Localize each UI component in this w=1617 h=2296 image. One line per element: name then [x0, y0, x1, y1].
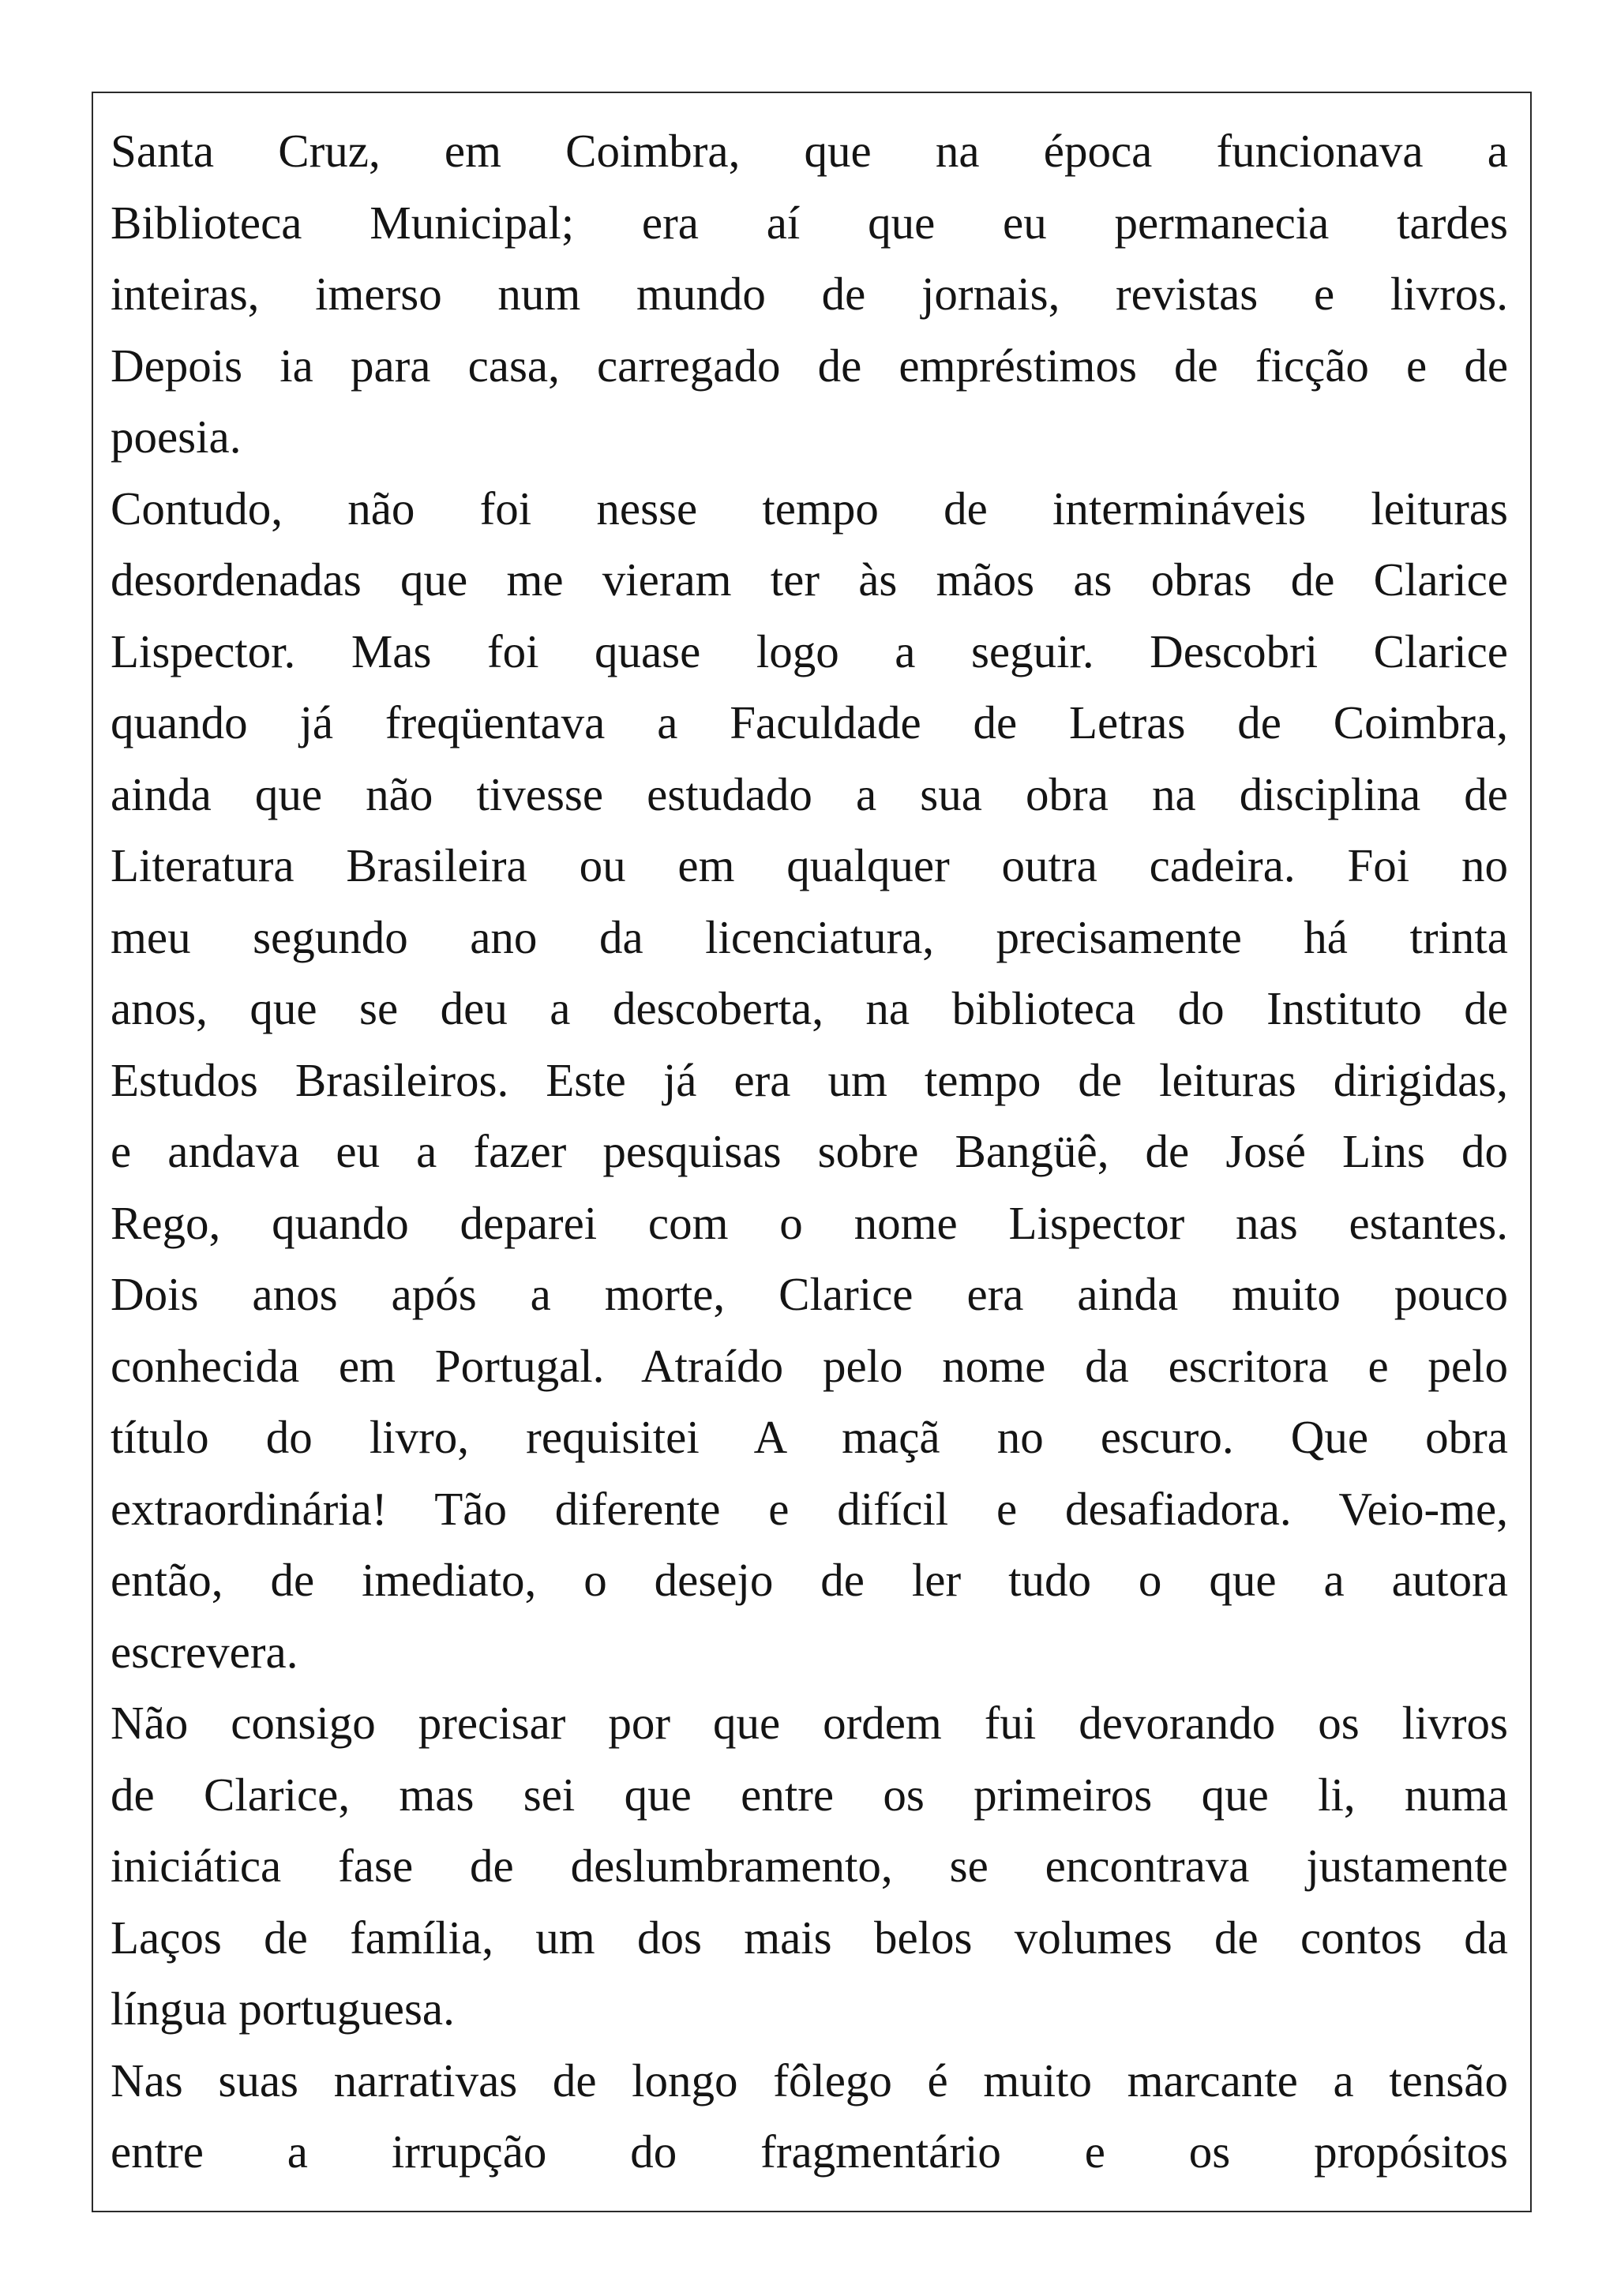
- document-body: [111, 115, 1508, 2188]
- text-line: Biblioteca Municipal; era aí que eu permanecia tardes: [111, 196, 1508, 249]
- text-line: Rego, quando deparei com o nome Lispector nas estantes.: [111, 1196, 1508, 1249]
- text-line: Contudo, não foi nesse tempo de intermináveis leituras: [111, 482, 1508, 535]
- text-line: ainda que não tivesse estudado a sua obra na disciplina de: [111, 767, 1508, 820]
- text-line: Lispector. Mas foi quase logo a seguir. Descobri Clarice: [111, 625, 1508, 677]
- text-line: Estudos Brasileiros. Este já era um tempo de leituras dirigidas,: [111, 1053, 1508, 1106]
- text-line: Nas suas narrativas de longo fôlego é muito marcante a tensão: [111, 2054, 1508, 2107]
- text-line: escrevera.: [111, 1625, 298, 1678]
- text-line: Laços de família, um dos mais belos volumes de contos da: [111, 1911, 1508, 1964]
- text-line: título do livro, requisitei A maçã no escuro. Que obra: [111, 1411, 1508, 1463]
- text-line: de Clarice, mas sei que entre os primeiros que li, numa: [111, 1768, 1508, 1821]
- text-line: iniciática fase de deslumbramento, se encontrava justamente: [111, 1840, 1508, 1892]
- text-line: Santa Cruz, em Coimbra, que na época funcionava a: [111, 125, 1508, 177]
- text-line: desordenadas que me vieram ter às mãos as obras de Clarice: [111, 553, 1508, 606]
- text-line: e andava eu a fazer pesquisas sobre Bangüê, de José Lins do: [111, 1125, 1508, 1177]
- text-line: entre a irrupção do fragmentário e os propósitos: [111, 2125, 1508, 2178]
- text-line: anos, que se deu a descoberta, na biblioteca do Instituto de: [111, 982, 1508, 1034]
- text-line: inteiras, imerso num mundo de jornais, revistas e livros.: [111, 268, 1508, 320]
- text-line: conhecida em Portugal. Atraído pelo nome da escritora e pelo: [111, 1339, 1508, 1392]
- text-line: Dois anos após a morte, Clarice era ainda muito pouco: [111, 1268, 1508, 1320]
- text-line: poesia.: [111, 411, 242, 463]
- text-line: quando já freqüentava a Faculdade de Letras de Coimbra,: [111, 696, 1508, 748]
- text-line: língua portuguesa.: [111, 1983, 455, 2035]
- text-line: Depois ia para casa, carregado de empréstimos de ficção e de: [111, 339, 1508, 392]
- text-line: meu segundo ano da licenciatura, precisamente há trinta: [111, 910, 1508, 963]
- text-line: extraordinária! Tão diferente e difícil e desafiadora. Veio-me,: [111, 1482, 1508, 1535]
- text-line: Literatura Brasileira ou em qualquer outra cadeira. Foi no: [111, 839, 1508, 891]
- text-line: Não consigo precisar por que ordem fui devorando os livros: [111, 1697, 1508, 1749]
- text-line: então, de imediato, o desejo de ler tudo o que a autora: [111, 1554, 1508, 1606]
